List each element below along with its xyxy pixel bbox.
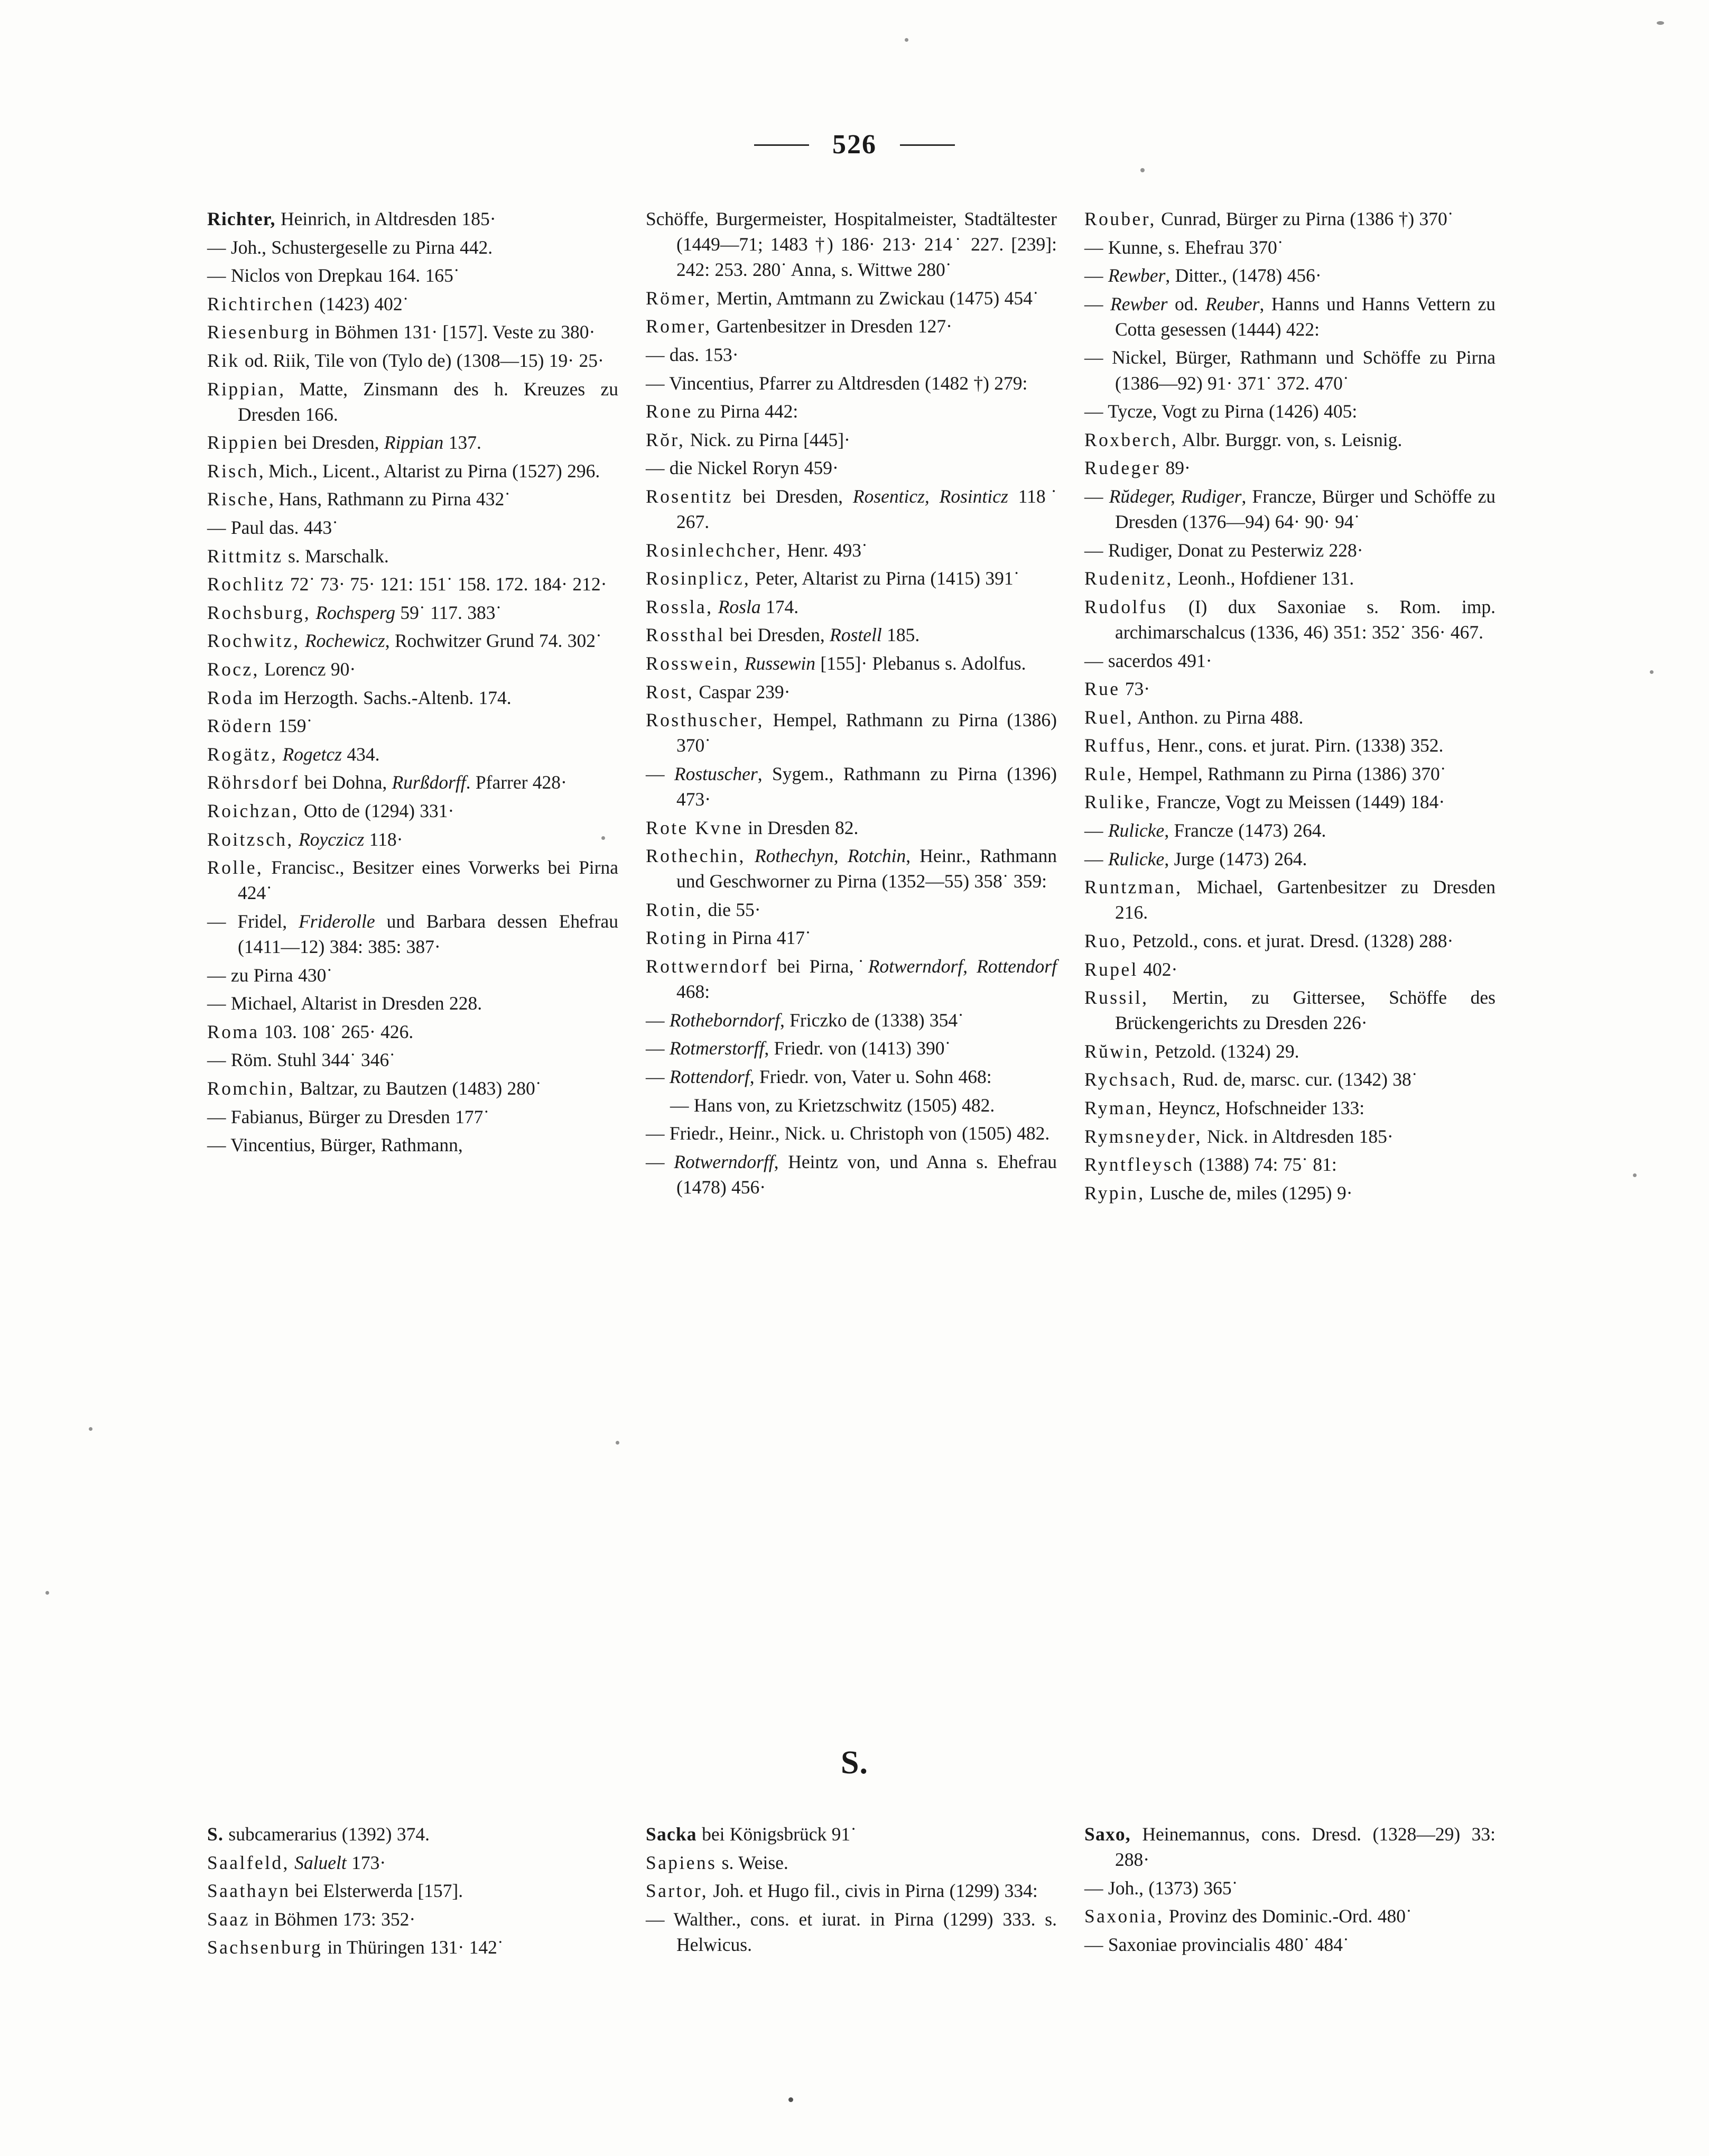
entry-text: — Vincentius, Pfarrer zu Altdresden (1482 †) 279: [646, 372, 1028, 394]
entry-headword: Ryntfleysch [1084, 1154, 1194, 1176]
index-entry [1084, 455, 1496, 480]
entry-headword: Rue [1084, 678, 1120, 700]
index-entry [207, 263, 618, 288]
index-entry [646, 399, 1057, 424]
entry-text: Francze, Vogt zu Meissen (1449) 184· [1151, 791, 1445, 813]
index-entry [1084, 538, 1496, 563]
entry-text: (1388) 74: 75˙ 81: [1194, 1154, 1337, 1176]
index-entry [646, 1821, 1057, 1847]
index-entry [646, 1007, 1057, 1033]
entry-headword: Rule, [1084, 763, 1134, 784]
entry-headword: Riesenburg [207, 321, 311, 343]
entry-text: Baltzar, zu Bautzen (1483) 280˙ [295, 1077, 542, 1099]
entry-text: in Böhmen 173: 352· [249, 1908, 416, 1930]
index-entry [1084, 1821, 1496, 1872]
entry-text: — Walther., cons. et iurat. in Pirna (1299) 333. s. Helwicus. [646, 1908, 1057, 1955]
entry-text: — Hans von, zu Krietzschwitz (1505) 482. [670, 1094, 995, 1116]
index-entry [207, 235, 618, 260]
entry-text: — Rostuscher, Sygem., Rathmann zu Pirna (1396) 473· [646, 763, 1057, 810]
entry-headword: Richtirchen [207, 293, 315, 314]
index-entry [1084, 1095, 1496, 1121]
index-entry [207, 1907, 618, 1932]
entry-headword: Rymsneyder, [1084, 1125, 1202, 1147]
index-entry [646, 484, 1057, 534]
entry-text: — Rotheborndorf, Friczko de (1338) 354˙ [646, 1009, 964, 1031]
entry-text: Petzold., cons. et jurat. Dresd. (1328) 288· [1127, 930, 1454, 951]
entry-text: (I) dux Saxoniae s. Rom. imp. archimarschalcus (1336, 46) 351: 352˙ 356· 467. [1115, 596, 1496, 643]
entry-headword: Rochlitz [207, 573, 285, 595]
index-entry [207, 1935, 618, 1960]
entry-text: 73· [1120, 678, 1150, 700]
entry-text: Nick. zu Pirna [445]· [685, 429, 850, 450]
entry-text: Royczicz 118· [299, 828, 403, 850]
index-entry [646, 622, 1057, 647]
scan-speck [601, 836, 605, 840]
index-entry [207, 376, 618, 427]
entry-text: Henr. 493˙ [782, 539, 868, 561]
scan-speck [1657, 21, 1664, 25]
index-column-3 [1084, 206, 1496, 1208]
entry-text: — Joh., (1373) 365˙ [1084, 1877, 1238, 1899]
entry-headword: Rolle, [207, 857, 264, 878]
entry-text: bei Dresden, Rostell 185. [725, 624, 920, 646]
entry-text: s. Marschalk. [283, 545, 389, 567]
entry-text: Michael, Gartenbesitzer zu Dresden 216. [1115, 876, 1496, 923]
entry-text: 159˙ [273, 715, 313, 737]
entry-text: Rogetcz 434. [282, 743, 380, 765]
index-entry [1084, 263, 1496, 288]
entry-headword: Sacka [646, 1824, 697, 1845]
index-entry [646, 843, 1057, 894]
entry-text: 402· [1138, 958, 1178, 980]
index-entry [207, 206, 618, 232]
entry-headword: Rische [207, 488, 270, 510]
index-entry [646, 594, 1057, 619]
entry-text: — Tycze, Vogt zu Pirna (1426) 405: [1084, 401, 1358, 422]
index-entry [646, 427, 1057, 452]
entry-text: — Paul das. 443˙ [207, 517, 339, 539]
entry-headword: Roichzan, [207, 800, 299, 821]
entry-text: , Hans, Rathmann zu Pirna 432˙ [269, 488, 511, 510]
index-entry [207, 855, 618, 905]
entry-text: — Rulicke, Jurge (1473) 264. [1084, 848, 1307, 869]
entry-headword: Rudolfus [1084, 596, 1168, 617]
entry-text: Leonh., Hofdiener 131. [1173, 568, 1354, 589]
index-entry [646, 897, 1057, 922]
index-entry [207, 798, 618, 823]
index-entry [207, 628, 618, 653]
index-entry [1084, 1124, 1496, 1149]
index-entry [207, 430, 618, 455]
entry-text: — Nickel, Bürger, Rathmann und Schöffe zu Pirna (1386—92) 91· 371˙ 372. 470˙ [1084, 347, 1496, 394]
entry-headword: Rosinplicz, [646, 568, 751, 589]
entry-text: bei Dohna, Rurßdorff. Pfarrer 428· [299, 772, 567, 793]
index-entry [1084, 957, 1496, 982]
entry-headword: Risch [207, 460, 259, 482]
index-entry [207, 291, 618, 317]
entry-text: im Herzogth. Sachs.-Altenb. 174. [254, 687, 512, 708]
entry-headword: Rittmitz [207, 545, 283, 567]
index-entry [207, 713, 618, 738]
index-entry [1084, 789, 1496, 815]
entry-headword: Rosentitz [646, 485, 733, 507]
entry-headword: Rippian [207, 378, 280, 400]
entry-text: — Vincentius, Bürger, Rathmann, [207, 1134, 463, 1156]
index-entry [646, 1907, 1057, 1957]
index-entry [207, 991, 618, 1016]
scan-speck [1140, 168, 1145, 172]
entry-text: Provinz des Dominic.-Ord. 480˙ [1164, 1905, 1412, 1927]
entry-text: bei Königsbrück 91˙ [696, 1824, 857, 1845]
entry-text: Otto de (1294) 331· [299, 800, 454, 821]
entry-text: subcamerarius (1392) 374. [224, 1824, 430, 1845]
index-column-2 [646, 206, 1057, 1208]
index-entry [1084, 874, 1496, 925]
rule-right [900, 144, 955, 146]
index-entry [207, 515, 618, 540]
index-entry [207, 1076, 618, 1101]
scan-speck [45, 1591, 49, 1595]
entry-text: Rochewicz, Rochwitzer Grund 74. 302˙ [304, 630, 602, 652]
index-entry [1084, 1932, 1496, 1957]
index-column-2-s [646, 1821, 1057, 1963]
entry-headword: Roitzsch, [207, 828, 294, 850]
section-letter-s: S. [841, 1745, 868, 1781]
entry-text: Francisc., Besitzer eines Vorwerks bei Pirna 424˙ [238, 857, 618, 904]
entry-headword: Rulike, [1084, 791, 1152, 813]
index-entry [1084, 291, 1496, 342]
index-entry [207, 1104, 618, 1130]
index-entry [207, 1850, 618, 1875]
scan-speck [89, 1427, 92, 1431]
index-entry [1084, 594, 1496, 645]
index-entry [1084, 818, 1496, 843]
entry-headword: Saathayn [207, 1880, 291, 1902]
entry-text: Petzold. (1324) 29. [1149, 1040, 1299, 1062]
index-entry [1084, 705, 1496, 730]
scan-speck-centre [788, 2097, 793, 2102]
entry-text: Rothechyn, Rotchin, Heinr., Rathmann und Geschworner zu Pirna (1352—55) 358˙ 359: [676, 845, 1057, 892]
index-entry [207, 600, 618, 625]
entry-headword: Röhrsdorf [207, 772, 300, 793]
entry-headword: Saxo, [1084, 1824, 1131, 1845]
entry-text: bei Dresden, Rosenticz, Rosinticz 118˙ 267. [676, 485, 1057, 533]
scan-speck [905, 38, 908, 42]
entry-text: — das. 153· [646, 344, 739, 365]
index-entry [646, 815, 1057, 840]
entry-headword: Römer, [646, 287, 712, 309]
index-entry [207, 486, 618, 512]
entry-text: bei Dresden, Rippian 137. [279, 432, 481, 454]
index-entry [1084, 761, 1496, 786]
entry-headword: Roma [207, 1021, 259, 1042]
entry-text: 89· [1160, 457, 1191, 479]
entry-headword: Roxberch, [1084, 429, 1178, 450]
entry-text: od. Riik, Tile von (Tylo de) (1308—15) 19· 25· [239, 349, 604, 371]
index-columns-s [207, 1821, 1497, 1963]
entry-headword: Rossthal [646, 624, 725, 646]
index-entry [207, 1878, 618, 1903]
entry-text: die 55· [703, 899, 761, 920]
index-entry [207, 543, 618, 569]
index-entry [1084, 1903, 1496, 1929]
entry-headword: Rosinlechcher, [646, 539, 783, 561]
index-entry [207, 348, 618, 373]
index-entry [646, 313, 1057, 339]
entry-headword: Ruel, [1084, 706, 1134, 728]
index-entry [1084, 566, 1496, 591]
entry-text: Schöffe, Burgermeister, Hospitalmeister, Stadtältester (1449—71; 1483 †) 186· 213· 214˙ 227. [239]: 242: 253. 280˙ Anna, s. Wittwe 280˙ [646, 208, 1057, 281]
index-entry [1084, 235, 1496, 260]
index-entry [646, 925, 1057, 950]
entry-headword: Rottwerndorf [646, 956, 769, 977]
index-entry [646, 1149, 1057, 1200]
index-entry [207, 770, 618, 795]
entry-text: Mertin, zu Gittersee, Schöffe des Brückengerichts zu Dresden 226· [1115, 987, 1496, 1034]
page-number: 526 [832, 129, 877, 160]
entry-text: s. Weise. [717, 1852, 788, 1873]
entry-text: — Röm. Stuhl 344˙ 346˙ [207, 1049, 396, 1071]
index-entry [207, 909, 618, 959]
index-entry [1084, 1152, 1496, 1177]
index-entry [207, 319, 618, 345]
entry-text: in Thüringen 131· 142˙ [322, 1937, 504, 1958]
index-entry [646, 707, 1057, 758]
entry-text: , Mich., Licent., Altarist zu Pirna (1527) 296. [258, 460, 600, 482]
entry-text: Rosla 174. [718, 596, 799, 617]
entry-text: Peter, Altarist zu Pirna (1415) 391˙ [750, 568, 1020, 589]
entry-headword: Rudeger [1084, 457, 1161, 479]
entry-headword: Rŏr, [646, 429, 685, 450]
index-entry [1084, 399, 1496, 424]
entry-text: — Rewber od. Reuber, Hanns und Hanns Vettern zu Cotta gesessen (1444) 422: [1084, 293, 1496, 340]
index-entry [207, 742, 618, 767]
index-entry [1084, 846, 1496, 872]
entry-headword: Rödern [207, 715, 273, 737]
rule-left [754, 144, 809, 146]
index-entry [207, 1821, 618, 1847]
index-entry [646, 342, 1057, 367]
entry-headword: Rouber, [1084, 208, 1156, 229]
index-entry [207, 1132, 618, 1158]
entry-text: Gartenbesitzer in Dresden 127· [711, 316, 952, 337]
index-entry [207, 656, 618, 682]
entry-headword: Rochsburg, [207, 602, 311, 623]
entry-headword: Rosthuscher, [646, 709, 764, 731]
entry-headword: Roda [207, 687, 254, 708]
index-columns-r [207, 206, 1497, 1208]
entry-text: 103. 108˙ 265· 426. [259, 1021, 414, 1042]
entry-text: Nick. in Altdresden 185· [1202, 1125, 1394, 1147]
index-entry [1084, 985, 1496, 1035]
entry-text: Joh. et Hugo fil., civis in Pirna (1299) 334: [708, 1880, 1038, 1902]
entry-headword: Rote Kvne [646, 817, 743, 838]
index-entry [207, 963, 618, 988]
entry-text: — Saxoniae provincialis 480˙ 484˙ [1084, 1933, 1349, 1955]
entry-headword: Romer, [646, 316, 712, 337]
entry-text: — Rewber, Ditter., (1478) 456· [1084, 265, 1322, 286]
entry-text: Albr. Burggr. von, s. Leisnig. [1178, 429, 1403, 450]
entry-headword: Rudenitz, [1084, 568, 1173, 589]
entry-text: 72˙ 73· 75· 121: 151˙ 158. 172. 184· 212· [285, 573, 607, 595]
entry-headword: Rypin, [1084, 1182, 1145, 1204]
entry-headword: Rogätz, [207, 743, 278, 765]
index-entry [1084, 928, 1496, 954]
entry-headword: Rippien [207, 432, 280, 454]
entry-headword: Rone [646, 401, 693, 422]
index-entry [646, 954, 1057, 1004]
entry-text: — Niclos von Drepkau 164. 165˙ [207, 265, 460, 286]
index-entry [207, 571, 618, 597]
index-entry [646, 1850, 1057, 1875]
index-entry [1084, 676, 1496, 701]
entry-text: Heyncz, Hofschneider 133: [1153, 1097, 1365, 1118]
index-entry [1084, 427, 1496, 452]
entry-text: Lusche de, miles (1295) 9· [1145, 1182, 1353, 1204]
entry-headword: Rossla, [646, 596, 713, 617]
entry-text: — Friedr., Heinr., Nick. u. Christoph von (1505) 482. [646, 1123, 1050, 1144]
entry-text: zu Pirna 442: [692, 401, 798, 422]
entry-text: Henr., cons. et jurat. Pirn. (1338) 352. [1152, 735, 1444, 756]
entry-headword: Rost, [646, 681, 694, 702]
entry-headword: Saalfeld, [207, 1852, 290, 1873]
entry-text: in Böhmen 131· [157]. Veste zu 380· [310, 321, 596, 343]
index-entry [1084, 484, 1496, 534]
entry-text: Lorencz 90· [259, 659, 356, 680]
index-entry [646, 651, 1057, 676]
scan-speck [1650, 670, 1654, 674]
scan-speck [1633, 1173, 1637, 1177]
entry-headword: Runtzman, [1084, 876, 1183, 898]
index-entry [646, 1093, 1057, 1118]
entry-text: Russewin [155]· Plebanus s. Adolfus. [744, 653, 1026, 674]
entry-text: — sacerdos 491· [1084, 650, 1212, 671]
entry-headword: Romchin, [207, 1077, 295, 1099]
index-entry [646, 1121, 1057, 1146]
index-entry [1084, 206, 1496, 232]
entry-text: — Rŭdeger, Rudiger, Francze, Bürger und Schöffe zu Dresden (1376—94) 64· 90· 94˙ [1084, 485, 1496, 533]
entry-text: — Fabianus, Bürger zu Dresden 177˙ [207, 1106, 490, 1127]
index-entry [646, 1878, 1057, 1903]
entry-headword: Sachsenburg [207, 1937, 323, 1958]
entry-text: — zu Pirna 430˙ [207, 964, 333, 986]
entry-headword: Saxonia, [1084, 1905, 1164, 1927]
entry-text: — Kunne, s. Ehefrau 370˙ [1084, 236, 1284, 258]
index-entry [1084, 1875, 1496, 1901]
entry-text: Hempel, Rathmann zu Pirna (1386) 370˙ [1133, 763, 1446, 784]
entry-text: , Matte, Zinsmann des h. Kreuzes zu Dresden 166. [238, 378, 618, 425]
entry-text: in Dresden 82. [742, 817, 859, 838]
entry-text: — Fridel, Friderolle und Barbara dessen Ehefrau (1411—12) 384: 385: 387· [207, 910, 618, 957]
index-entry [207, 458, 618, 484]
entry-headword: S. [207, 1824, 224, 1845]
entry-text: Rud. de, marsc. cur. (1342) 38˙ [1177, 1069, 1418, 1090]
index-entry [646, 1035, 1057, 1061]
index-entry [207, 1047, 618, 1072]
entry-text: — Joh., Schustergeselle zu Pirna 442. [207, 236, 493, 258]
index-entry [646, 371, 1057, 396]
entry-headword: Rik [207, 349, 240, 371]
entry-text: Hempel, Rathmann zu Pirna (1386) 370˙ [676, 709, 1057, 756]
entry-headword: Sapiens [646, 1852, 717, 1873]
entry-text: — Rotwerndorff, Heintz von, und Anna s. Ehefrau (1478) 456· [646, 1151, 1057, 1198]
index-column-1-s [207, 1821, 618, 1963]
entry-headword: Russil, [1084, 987, 1149, 1008]
entry-headword: Roting [646, 927, 708, 949]
entry-headword: Rotin, [646, 899, 703, 920]
running-head [0, 131, 1709, 159]
entry-text: Anthon. zu Pirna 488. [1133, 706, 1304, 728]
index-entry [1084, 345, 1496, 395]
index-column-1 [207, 206, 618, 1208]
entry-text: — Rudiger, Donat zu Pesterwiz 228· [1084, 539, 1363, 561]
index-entry [646, 1064, 1057, 1089]
index-column-3-s [1084, 1821, 1496, 1963]
entry-headword: Rocz, [207, 659, 259, 680]
index-entry [1084, 1067, 1496, 1092]
index-entry [1084, 648, 1496, 673]
scan-speck [616, 1441, 619, 1445]
entry-headword: Rochwitz, [207, 630, 300, 652]
entry-text: Heinrich, in Altdresden 185· [275, 208, 496, 229]
entry-headword: Rothechin, [646, 845, 746, 867]
entry-text: Saluelt 173· [294, 1852, 386, 1873]
entry-text: — Rottendorf, Friedr. von, Vater u. Sohn 468: [646, 1066, 992, 1087]
entry-text: Mertin, Amtmann zu Zwickau (1475) 454˙ [711, 287, 1039, 309]
index-entry [1084, 1180, 1496, 1206]
index-entry [646, 566, 1057, 591]
entry-headword: Ruo, [1084, 930, 1128, 951]
entry-text: — die Nickel Roryn 459· [646, 457, 839, 479]
index-entry [207, 1019, 618, 1044]
index-entry [646, 455, 1057, 480]
entry-headword: Richter, [207, 208, 276, 229]
index-entry [646, 285, 1057, 311]
entry-headword: Saaz [207, 1908, 250, 1930]
entry-text: — Rotmerstorff, Friedr. von (1413) 390˙ [646, 1038, 951, 1059]
entry-text: (1423) 402˙ [314, 293, 409, 314]
index-entry [646, 206, 1057, 282]
entry-headword: Sartor, [646, 1880, 709, 1902]
entry-text: Cunrad, Bürger zu Pirna (1386 †) 370˙ [1156, 208, 1454, 229]
entry-text: Heinemannus, cons. Dresd. (1328—29) 33: 288· [1115, 1824, 1496, 1871]
index-entry [646, 679, 1057, 705]
entry-headword: Ruffus, [1084, 735, 1153, 756]
index-entry [1084, 1039, 1496, 1064]
entry-headword: Rosswein, [646, 653, 740, 674]
index-entry [646, 538, 1057, 563]
entry-text: Caspar 239· [693, 681, 791, 702]
index-entry [207, 827, 618, 852]
index-entry [646, 761, 1057, 812]
entry-text: — Rulicke, Francze (1473) 264. [1084, 820, 1326, 841]
entry-headword: Rŭwin, [1084, 1040, 1150, 1062]
entry-text: bei Pirna,˙Rotwerndorf, Rottendorf 468: [676, 956, 1057, 1003]
entry-headword: Rychsach, [1084, 1069, 1178, 1090]
entry-text: Rochsperg 59˙ 117. 383˙ [315, 602, 502, 623]
entry-text: bei Elsterwerda [157]. [290, 1880, 463, 1902]
entry-headword: Rupel [1084, 958, 1138, 980]
entry-text: in Pirna 417˙ [708, 927, 811, 949]
entry-headword: Ryman, [1084, 1097, 1154, 1118]
index-entry [1084, 733, 1496, 758]
index-entry [207, 685, 618, 710]
entry-text: — Michael, Altarist in Dresden 228. [207, 993, 482, 1014]
